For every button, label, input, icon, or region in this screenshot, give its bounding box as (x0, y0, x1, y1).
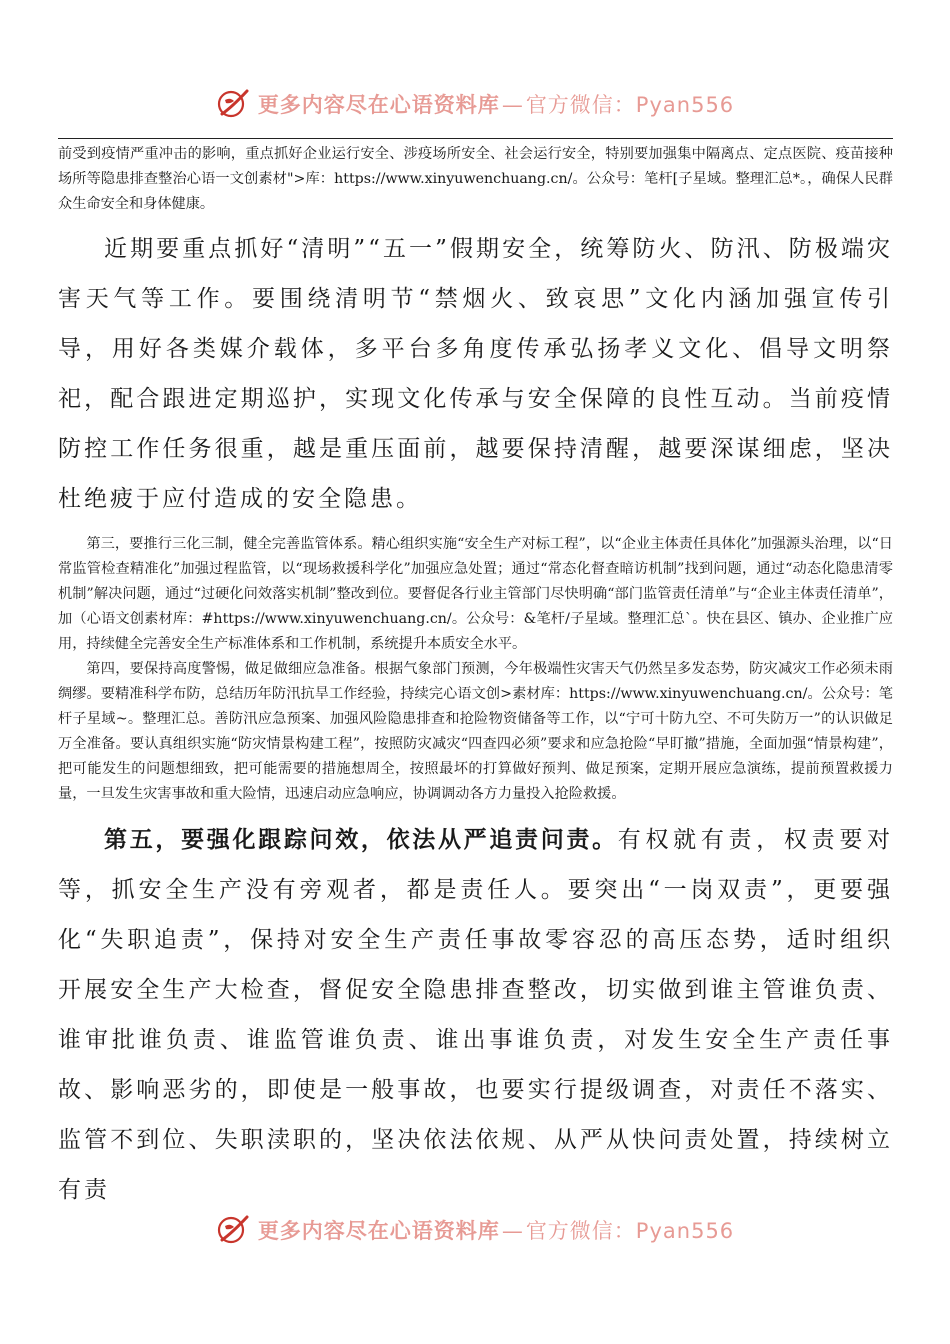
footer-banner-separator: — (501, 1219, 524, 1243)
paragraph-5-lead: 第五，要强化跟踪问效，依法从严追责问责。 (104, 827, 618, 853)
footer-banner (0, 1208, 950, 1252)
header-divider (58, 138, 893, 139)
footer-banner-wechat: 官方微信：Pyan556 (525, 1219, 735, 1243)
document-body (58, 142, 893, 1215)
header-banner-title: 更多内容尽在心语资料库 (257, 93, 500, 117)
footer-banner-title: 更多内容尽在心语资料库 (257, 1219, 500, 1243)
paragraph-2: 近期要重点抓好“清明”“五一”假期安全，统筹防火、防汛、防极端灾害天气等工作。要围绕清明节“禁烟火、致哀思”文化内涵加强宣传引导，用好各类媒介载体，多平台多角度传承弘扬孝义文化、倡导文明祭祀，配合跟进定期巡护，实现文化传承与安全保障的良性互动。当前疫情防控工作任务很重，越是重压面前，越要保持清醒，越要深谋细虑，坚决杜绝疲于应付造成的安全隐患。 (58, 236, 893, 512)
footer-banner-text (258, 1215, 734, 1245)
header-banner (0, 82, 950, 126)
brush-logo-icon (216, 1213, 250, 1247)
header-banner-text (258, 89, 734, 119)
header-banner-separator: — (501, 93, 524, 117)
paragraph-5 (58, 815, 893, 1215)
paragraph-5-body: 有权就有责，权责要对等，抓安全生产没有旁观者，都是责任人。要突出“一岗双责”，更要强化“失职追责”，保持对安全生产责任事故零容忍的高压态势，适时组织开展安全生产大检查，督促安全隐患排查整改，切实做到谁主管谁负责、谁审批谁负责、谁监管谁负责、谁出事谁负责，对发生安全生产责任事故、影响恶劣的，即使是一般事故，也要实行提级调查，对责任不落实、监管不到位、失职渎职的，坚决依法依规、从严从快问责处置，持续树立有责 (58, 827, 894, 1203)
paragraph-1: 前受到疫情严重冲击的影响，重点抓好企业运行安全、涉疫场所安全、社会运行安全，特别要加强集中隔离点、定点医院、疫苗接种场所等隐患排查整治心语一文创素材">库：https://www.xinyuwenchuang.cn/。公众号：笔杆[子星域。整理汇总*。，确保人民群众生命安全和身体健康。 (58, 146, 893, 212)
paragraph-4: 第四，要保持高度警惕，做足做细应急准备。根据气象部门预测，今年极端性灾害天气仍然呈多发态势，防灾减灾工作必须未雨绸缪。要精准科学布防，总结历年防汛抗旱工作经验，持续完心语文创>素材库：https://www.xinyuwenchuang.cn/。公众号：笔杆子星域~。整理汇总。善防汛应急预案、加强风险隐患排查和抢险物资储备等工作，以“宁可十防九空、不可失防万一”的认识做足万全准备。要认真组织实施“防灾情景构建工程”，按照防灾减灾“四查四必须”要求和应急抢险“早盯撤”措施，全面加强“情景构建”，把可能发生的问题想细致，把可能需要的措施想周全，按照最坏的打算做好预判、做足预案，定期开展应急演练，提前预置救援力量，一旦发生灾害事故和重大险情，迅速启动应急响应，协调调动各方力量投入抢险救援。 (58, 661, 893, 802)
header-banner-wechat: 官方微信：Pyan556 (525, 93, 735, 117)
paragraph-3: 第三，要推行三化三制，健全完善监管体系。精心组织实施“安全生产对标工程”，以“企业主体责任具体化”加强源头治理，以“日常监管检查精准化”加强过程监管，以“现场救援科学化”加强应急处置；通过“常态化督查暗访机制”找到问题，通过“动态化隐患清零机制”解决问题，通过“过硬化问效落实机制”整改到位。要督促各行业主管部门尽快明确“部门监管责任清单”与“企业主体责任清单”，加（心语文创素材库：#https://www.xinyuwenchuang.cn/。公众号：&笔杆/子星域。整理汇总`。快在县区、镇办、企业推广应用，持续健全完善安全生产标准体系和工作机制，系统提升本质安全水平。 (58, 536, 893, 652)
brush-logo-icon (216, 87, 250, 121)
